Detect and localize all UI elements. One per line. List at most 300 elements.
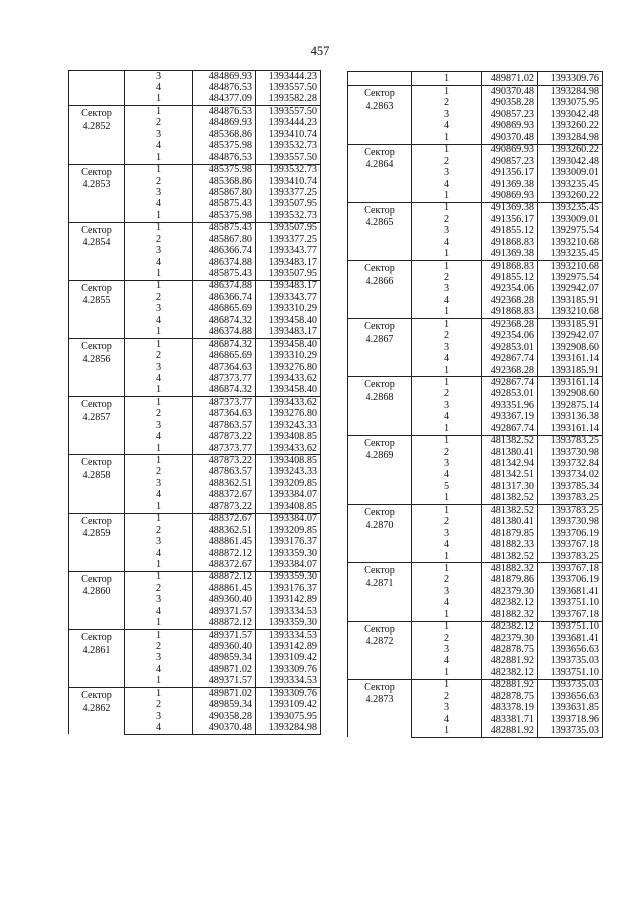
point-number: 4 <box>125 490 193 501</box>
point-number: 1 <box>125 455 193 467</box>
point-number: 2 <box>412 517 482 528</box>
coordinate-y: 1393734.02 <box>538 470 603 481</box>
coordinate-y: 1393557.50 <box>256 106 321 118</box>
point-number: 2 <box>125 351 193 362</box>
point-number: 3 <box>412 168 482 179</box>
coordinate-x: 492354.06 <box>482 284 538 295</box>
coordinate-x: 492853.01 <box>482 342 538 353</box>
coordinate-x: 490370.48 <box>482 86 538 98</box>
coordinate-x: 492867.74 <box>482 423 538 435</box>
point-number: 1 <box>412 667 482 679</box>
point-number: 4 <box>412 354 482 365</box>
coordinate-y: 1393334.53 <box>256 606 321 617</box>
coordinate-y: 1393483.17 <box>256 327 321 339</box>
point-number: 2 <box>125 118 193 129</box>
coordinate-x: 491868.83 <box>482 307 538 319</box>
point-number: 1 <box>125 559 193 571</box>
coordinate-x: 484876.53 <box>193 82 256 93</box>
coordinate-x: 490358.28 <box>193 711 256 722</box>
table-row <box>348 563 603 575</box>
coordinate-x: 486874.32 <box>193 339 256 351</box>
table-row <box>348 144 603 156</box>
coordinate-y: 1393235.45 <box>538 249 603 261</box>
table-row <box>348 505 603 517</box>
sector-label: Сектор 4.2855 <box>69 280 125 338</box>
coordinate-y: 1393161.14 <box>538 423 603 435</box>
table-row <box>348 202 603 214</box>
coordinate-y: 1392942.07 <box>538 331 603 342</box>
coordinate-x: 487364.63 <box>193 409 256 420</box>
point-number: 4 <box>412 412 482 423</box>
coordinate-y: 1393009.01 <box>538 168 603 179</box>
point-number: 1 <box>412 307 482 319</box>
coordinate-x: 488372.67 <box>193 559 256 571</box>
point-number: 4 <box>412 237 482 248</box>
coordinate-x: 486874.32 <box>193 315 256 326</box>
point-number: 1 <box>125 397 193 409</box>
point-number: 1 <box>125 339 193 351</box>
coordinate-x: 487373.77 <box>193 373 256 384</box>
coordinate-y: 1393243.33 <box>256 467 321 478</box>
coordinate-y: 1393408.85 <box>256 501 321 513</box>
coordinate-y: 1393185.91 <box>538 295 603 306</box>
point-number: 3 <box>125 420 193 431</box>
coordinate-x: 491369.38 <box>482 249 538 261</box>
coordinate-x: 487873.22 <box>193 432 256 443</box>
coordinate-y: 1393730.98 <box>538 447 603 458</box>
coordinate-y: 1393142.89 <box>256 595 321 606</box>
coordinate-x: 489360.40 <box>193 595 256 606</box>
coordinate-y: 1393142.89 <box>256 641 321 652</box>
coordinate-x: 485875.43 <box>193 199 256 210</box>
coordinate-x: 482881.92 <box>482 679 538 691</box>
coordinate-y: 1393483.17 <box>256 257 321 268</box>
coordinate-y: 1393410.74 <box>256 176 321 187</box>
sector-label: Сектор 4.2856 <box>69 339 125 397</box>
coordinate-x: 489371.57 <box>193 676 256 688</box>
coordinate-y: 1393783.25 <box>538 493 603 505</box>
point-number: 4 <box>412 714 482 725</box>
coordinate-y: 1393458.40 <box>256 315 321 326</box>
table-row <box>348 435 603 447</box>
coordinate-y: 1393557.50 <box>256 152 321 164</box>
coordinate-y: 1393783.25 <box>538 435 603 447</box>
coordinate-y: 1393735.03 <box>538 726 603 738</box>
point-number: 1 <box>412 261 482 273</box>
coordinate-x: 484869.93 <box>193 71 256 83</box>
coordinate-y: 1393276.80 <box>256 409 321 420</box>
coordinate-y: 1393276.80 <box>256 362 321 373</box>
sector-label: Сектор 4.2862 <box>69 688 125 735</box>
coordinate-y: 1393410.74 <box>256 129 321 140</box>
coordinate-x: 491369.38 <box>482 179 538 190</box>
coordinate-x: 491855.12 <box>482 272 538 283</box>
coordinate-x: 488362.51 <box>193 525 256 536</box>
coordinate-x: 491356.17 <box>482 214 538 225</box>
coordinate-y: 1393582.28 <box>256 94 321 106</box>
coordinate-y: 1393310.29 <box>256 304 321 315</box>
point-number: 1 <box>412 609 482 621</box>
point-number: 2 <box>412 331 482 342</box>
point-number: 3 <box>125 71 193 83</box>
coordinate-y: 1393310.29 <box>256 351 321 362</box>
coordinate-y: 1393532.73 <box>256 210 321 222</box>
table-row <box>69 397 321 409</box>
coordinate-y: 1393783.25 <box>538 505 603 517</box>
sector-label: Сектор 4.2866 <box>348 261 412 319</box>
coordinate-y: 1393718.96 <box>538 714 603 725</box>
coordinate-y: 1393433.62 <box>256 443 321 455</box>
coordinate-y: 1393377.25 <box>256 234 321 245</box>
coordinate-y: 1393384.07 <box>256 559 321 571</box>
point-number: 4 <box>412 295 482 306</box>
coordinate-x: 483381.71 <box>482 714 538 725</box>
coordinate-y: 1393767.18 <box>538 609 603 621</box>
coordinate-y: 1393210.68 <box>538 261 603 273</box>
coordinate-y: 1393735.03 <box>538 656 603 667</box>
table-row <box>69 688 321 700</box>
coordinate-x: 481342.94 <box>482 458 538 469</box>
point-number: 3 <box>412 644 482 655</box>
table-row <box>69 339 321 351</box>
point-number: 1 <box>412 679 482 691</box>
coordinate-y: 1393656.63 <box>538 691 603 702</box>
coordinate-x: 488861.45 <box>193 537 256 548</box>
coordinate-x: 482379.30 <box>482 633 538 644</box>
coordinate-y: 1393042.48 <box>538 109 603 120</box>
table-row <box>348 72 603 86</box>
point-number: 1 <box>125 268 193 280</box>
coordinate-y: 1393359.30 <box>256 548 321 559</box>
coordinate-y: 1393706.19 <box>538 575 603 586</box>
point-number: 4 <box>412 179 482 190</box>
coordinate-x: 491868.83 <box>482 261 538 273</box>
coordinate-x: 481882.33 <box>482 540 538 551</box>
point-number: 2 <box>412 389 482 400</box>
coordinate-x: 489871.02 <box>193 688 256 700</box>
coordinate-y: 1393532.73 <box>256 164 321 176</box>
point-number: 4 <box>412 121 482 132</box>
point-number: 1 <box>125 443 193 455</box>
point-number: 3 <box>125 129 193 140</box>
table-row <box>69 280 321 292</box>
coordinate-x: 489859.34 <box>193 700 256 711</box>
table-row <box>348 319 603 331</box>
point-number: 2 <box>412 156 482 167</box>
coordinate-x: 481382.52 <box>482 435 538 447</box>
coordinate-x: 485375.98 <box>193 164 256 176</box>
sector-label: Сектор 4.2870 <box>348 505 412 563</box>
point-number: 2 <box>125 467 193 478</box>
coordinate-y: 1392942.07 <box>538 284 603 295</box>
coordinate-y: 1393444.23 <box>256 71 321 83</box>
point-number: 1 <box>412 377 482 389</box>
coordinate-x: 486865.69 <box>193 351 256 362</box>
coordinate-y: 1393284.98 <box>538 132 603 144</box>
coordinate-x: 482881.92 <box>482 726 538 738</box>
table-row <box>69 571 321 583</box>
point-number: 3 <box>412 703 482 714</box>
point-number: 1 <box>412 365 482 377</box>
coordinate-x: 488872.12 <box>193 548 256 559</box>
coordinate-y: 1393735.03 <box>538 679 603 691</box>
coordinate-x: 490370.48 <box>482 132 538 144</box>
coordinate-x: 486366.74 <box>193 246 256 257</box>
coordinate-x: 481342.51 <box>482 470 538 481</box>
point-number: 3 <box>412 458 482 469</box>
sector-label: Сектор 4.2872 <box>348 621 412 679</box>
point-number: 1 <box>125 106 193 118</box>
point-number: 1 <box>125 385 193 397</box>
coordinate-x: 485875.43 <box>193 268 256 280</box>
point-number: 4 <box>412 540 482 551</box>
page-number: 457 <box>310 44 330 58</box>
coordinate-x: 481380.41 <box>482 517 538 528</box>
point-number: 4 <box>125 432 193 443</box>
coordinate-y: 1393444.23 <box>256 118 321 129</box>
coordinate-y: 1393783.25 <box>538 551 603 563</box>
sector-label: Сектор 4.2860 <box>69 571 125 629</box>
coordinate-x: 481882.32 <box>482 563 538 575</box>
coordinate-y: 1393009.01 <box>538 214 603 225</box>
coordinate-x: 488872.12 <box>193 571 256 583</box>
table-row <box>69 164 321 176</box>
coordinate-y: 1393334.53 <box>256 676 321 688</box>
coordinate-x: 490869.93 <box>482 190 538 202</box>
point-number: 3 <box>412 528 482 539</box>
point-number: 1 <box>125 630 193 642</box>
point-number: 1 <box>412 505 482 517</box>
sector-label: Сектор 4.2853 <box>69 164 125 222</box>
coordinate-x: 486874.32 <box>193 385 256 397</box>
coordinate-x: 493351.96 <box>482 400 538 411</box>
coordinate-x: 490869.93 <box>482 144 538 156</box>
table-row <box>69 106 321 118</box>
point-number: 2 <box>125 525 193 536</box>
coordinate-y: 1393209.85 <box>256 478 321 489</box>
sector-label: Сектор 4.2868 <box>348 377 412 435</box>
coordinate-y: 1393210.68 <box>538 237 603 248</box>
coordinate-x: 490358.28 <box>482 98 538 109</box>
point-number: 4 <box>125 141 193 152</box>
coordinate-x: 481382.52 <box>482 493 538 505</box>
point-number: 1 <box>125 571 193 583</box>
coordinate-y: 1393433.62 <box>256 373 321 384</box>
coordinate-x: 485867.80 <box>193 234 256 245</box>
coordinate-y: 1393631.85 <box>538 703 603 714</box>
coordinate-x: 491369.38 <box>482 202 538 214</box>
point-number: 3 <box>125 246 193 257</box>
coordinate-y: 1393767.18 <box>538 540 603 551</box>
coordinate-y: 1393483.17 <box>256 280 321 292</box>
point-number: 1 <box>412 435 482 447</box>
point-number: 3 <box>125 362 193 373</box>
coordinate-x: 484876.53 <box>193 106 256 118</box>
coordinate-y: 1393176.37 <box>256 583 321 594</box>
point-number: 1 <box>412 319 482 331</box>
point-number: 1 <box>125 210 193 222</box>
coordinate-x: 490857.23 <box>482 109 538 120</box>
coordinate-y: 1393557.50 <box>256 82 321 93</box>
point-number: 1 <box>412 493 482 505</box>
coordinate-y: 1393408.85 <box>256 455 321 467</box>
coordinate-x: 488872.12 <box>193 618 256 630</box>
point-number: 3 <box>412 342 482 353</box>
coordinate-x: 485375.98 <box>193 141 256 152</box>
point-number: 3 <box>125 595 193 606</box>
coordinate-x: 486374.88 <box>193 327 256 339</box>
sector-label: Сектор 4.2852 <box>69 106 125 164</box>
coordinate-x: 489859.34 <box>193 653 256 664</box>
coordinate-x: 488372.67 <box>193 513 256 525</box>
coordinate-x: 484876.53 <box>193 152 256 164</box>
coordinate-y: 1392975.54 <box>538 226 603 237</box>
coordinate-y: 1393109.42 <box>256 653 321 664</box>
coordinate-y: 1392908.60 <box>538 342 603 353</box>
coordinate-y: 1392975.54 <box>538 272 603 283</box>
coordinate-x: 485375.98 <box>193 210 256 222</box>
point-number: 4 <box>125 664 193 675</box>
coordinate-y: 1393185.91 <box>538 365 603 377</box>
coordinate-x: 491868.83 <box>482 237 538 248</box>
coordinate-x: 491356.17 <box>482 168 538 179</box>
table-row <box>69 455 321 467</box>
coordinate-y: 1393210.68 <box>538 307 603 319</box>
coordinate-y: 1393408.85 <box>256 432 321 443</box>
coordinate-x: 487364.63 <box>193 362 256 373</box>
coordinate-x: 482382.12 <box>482 621 538 633</box>
point-number: 1 <box>125 618 193 630</box>
coordinate-y: 1393075.95 <box>256 711 321 722</box>
point-number: 4 <box>125 606 193 617</box>
coordinate-y: 1393384.07 <box>256 490 321 501</box>
table-row <box>69 630 321 642</box>
point-number: 1 <box>412 726 482 738</box>
coordinate-y: 1393334.53 <box>256 630 321 642</box>
point-number: 1 <box>412 423 482 435</box>
point-number: 1 <box>125 152 193 164</box>
point-number: 4 <box>412 656 482 667</box>
point-number: 2 <box>412 633 482 644</box>
coordinates-table-right <box>347 71 603 738</box>
point-number: 2 <box>412 272 482 283</box>
point-number: 2 <box>412 575 482 586</box>
coordinate-x: 481879.85 <box>482 528 538 539</box>
sector-label: Сектор 4.2865 <box>348 202 412 260</box>
coordinate-y: 1393681.41 <box>538 633 603 644</box>
point-number: 1 <box>412 202 482 214</box>
point-number: 4 <box>125 257 193 268</box>
coordinate-y: 1393785.34 <box>538 481 603 492</box>
coordinate-x: 485368.86 <box>193 176 256 187</box>
coordinate-y: 1393284.98 <box>256 723 321 735</box>
coordinate-x: 482878.75 <box>482 644 538 655</box>
coordinate-x: 485368.86 <box>193 129 256 140</box>
coordinate-y: 1393243.33 <box>256 420 321 431</box>
point-number: 4 <box>125 373 193 384</box>
point-number: 1 <box>125 513 193 525</box>
coordinate-x: 490857.23 <box>482 156 538 167</box>
coordinate-x: 489360.40 <box>193 641 256 652</box>
point-number: 5 <box>412 481 482 492</box>
point-number: 3 <box>125 711 193 722</box>
point-number: 3 <box>412 226 482 237</box>
coordinate-y: 1393185.91 <box>538 319 603 331</box>
point-number: 3 <box>412 284 482 295</box>
point-number: 3 <box>412 586 482 597</box>
point-number: 3 <box>125 304 193 315</box>
coordinate-y: 1393260.22 <box>538 144 603 156</box>
coordinate-x: 482379.30 <box>482 586 538 597</box>
sector-label <box>69 71 125 106</box>
point-number: 1 <box>125 327 193 339</box>
coordinate-x: 489371.57 <box>193 606 256 617</box>
point-number: 2 <box>412 691 482 702</box>
coordinate-x: 489371.57 <box>193 630 256 642</box>
coordinate-x: 489871.02 <box>193 664 256 675</box>
coordinate-x: 486865.69 <box>193 304 256 315</box>
coordinate-x: 488362.51 <box>193 478 256 489</box>
coordinate-x: 492354.06 <box>482 331 538 342</box>
coordinate-y: 1392908.60 <box>538 389 603 400</box>
point-number: 2 <box>125 292 193 303</box>
coordinate-y: 1393706.19 <box>538 528 603 539</box>
coordinate-y: 1393309.76 <box>256 688 321 700</box>
point-number: 1 <box>412 563 482 575</box>
coordinate-x: 485867.80 <box>193 187 256 198</box>
point-number: 1 <box>125 688 193 700</box>
coordinate-y: 1393751.10 <box>538 598 603 609</box>
point-number: 2 <box>125 641 193 652</box>
point-number: 1 <box>412 72 482 86</box>
table-row <box>69 222 321 234</box>
coordinate-y: 1393260.22 <box>538 190 603 202</box>
coordinate-x: 481317.30 <box>482 481 538 492</box>
point-number: 3 <box>412 400 482 411</box>
sector-label: Сектор 4.2859 <box>69 513 125 571</box>
point-number: 2 <box>412 214 482 225</box>
coordinate-x: 487873.22 <box>193 501 256 513</box>
point-number: 2 <box>125 176 193 187</box>
sector-label: Сектор 4.2857 <box>69 397 125 455</box>
coordinate-y: 1393458.40 <box>256 339 321 351</box>
coordinate-y: 1393309.76 <box>538 72 603 86</box>
point-number: 3 <box>125 478 193 489</box>
coordinate-x: 492853.01 <box>482 389 538 400</box>
point-number: 4 <box>412 598 482 609</box>
coordinate-y: 1393109.42 <box>256 700 321 711</box>
coordinate-x: 486374.88 <box>193 280 256 292</box>
coordinate-y: 1393359.30 <box>256 571 321 583</box>
coordinate-y: 1393209.85 <box>256 525 321 536</box>
point-number: 4 <box>125 723 193 735</box>
coordinate-y: 1393507.95 <box>256 268 321 280</box>
coordinate-y: 1393359.30 <box>256 618 321 630</box>
coordinate-y: 1393260.22 <box>538 121 603 132</box>
coordinate-x: 484377.09 <box>193 94 256 106</box>
coordinate-x: 483378.19 <box>482 703 538 714</box>
table-row <box>348 679 603 691</box>
table-row <box>348 621 603 633</box>
coordinate-x: 482382.12 <box>482 598 538 609</box>
coordinate-x: 492368.28 <box>482 365 538 377</box>
coordinate-y: 1393075.95 <box>538 98 603 109</box>
coordinate-y: 1393235.45 <box>538 202 603 214</box>
coordinate-y: 1393161.14 <box>538 354 603 365</box>
coordinate-y: 1393042.48 <box>538 156 603 167</box>
point-number: 2 <box>125 234 193 245</box>
coordinate-x: 489871.02 <box>482 72 538 86</box>
